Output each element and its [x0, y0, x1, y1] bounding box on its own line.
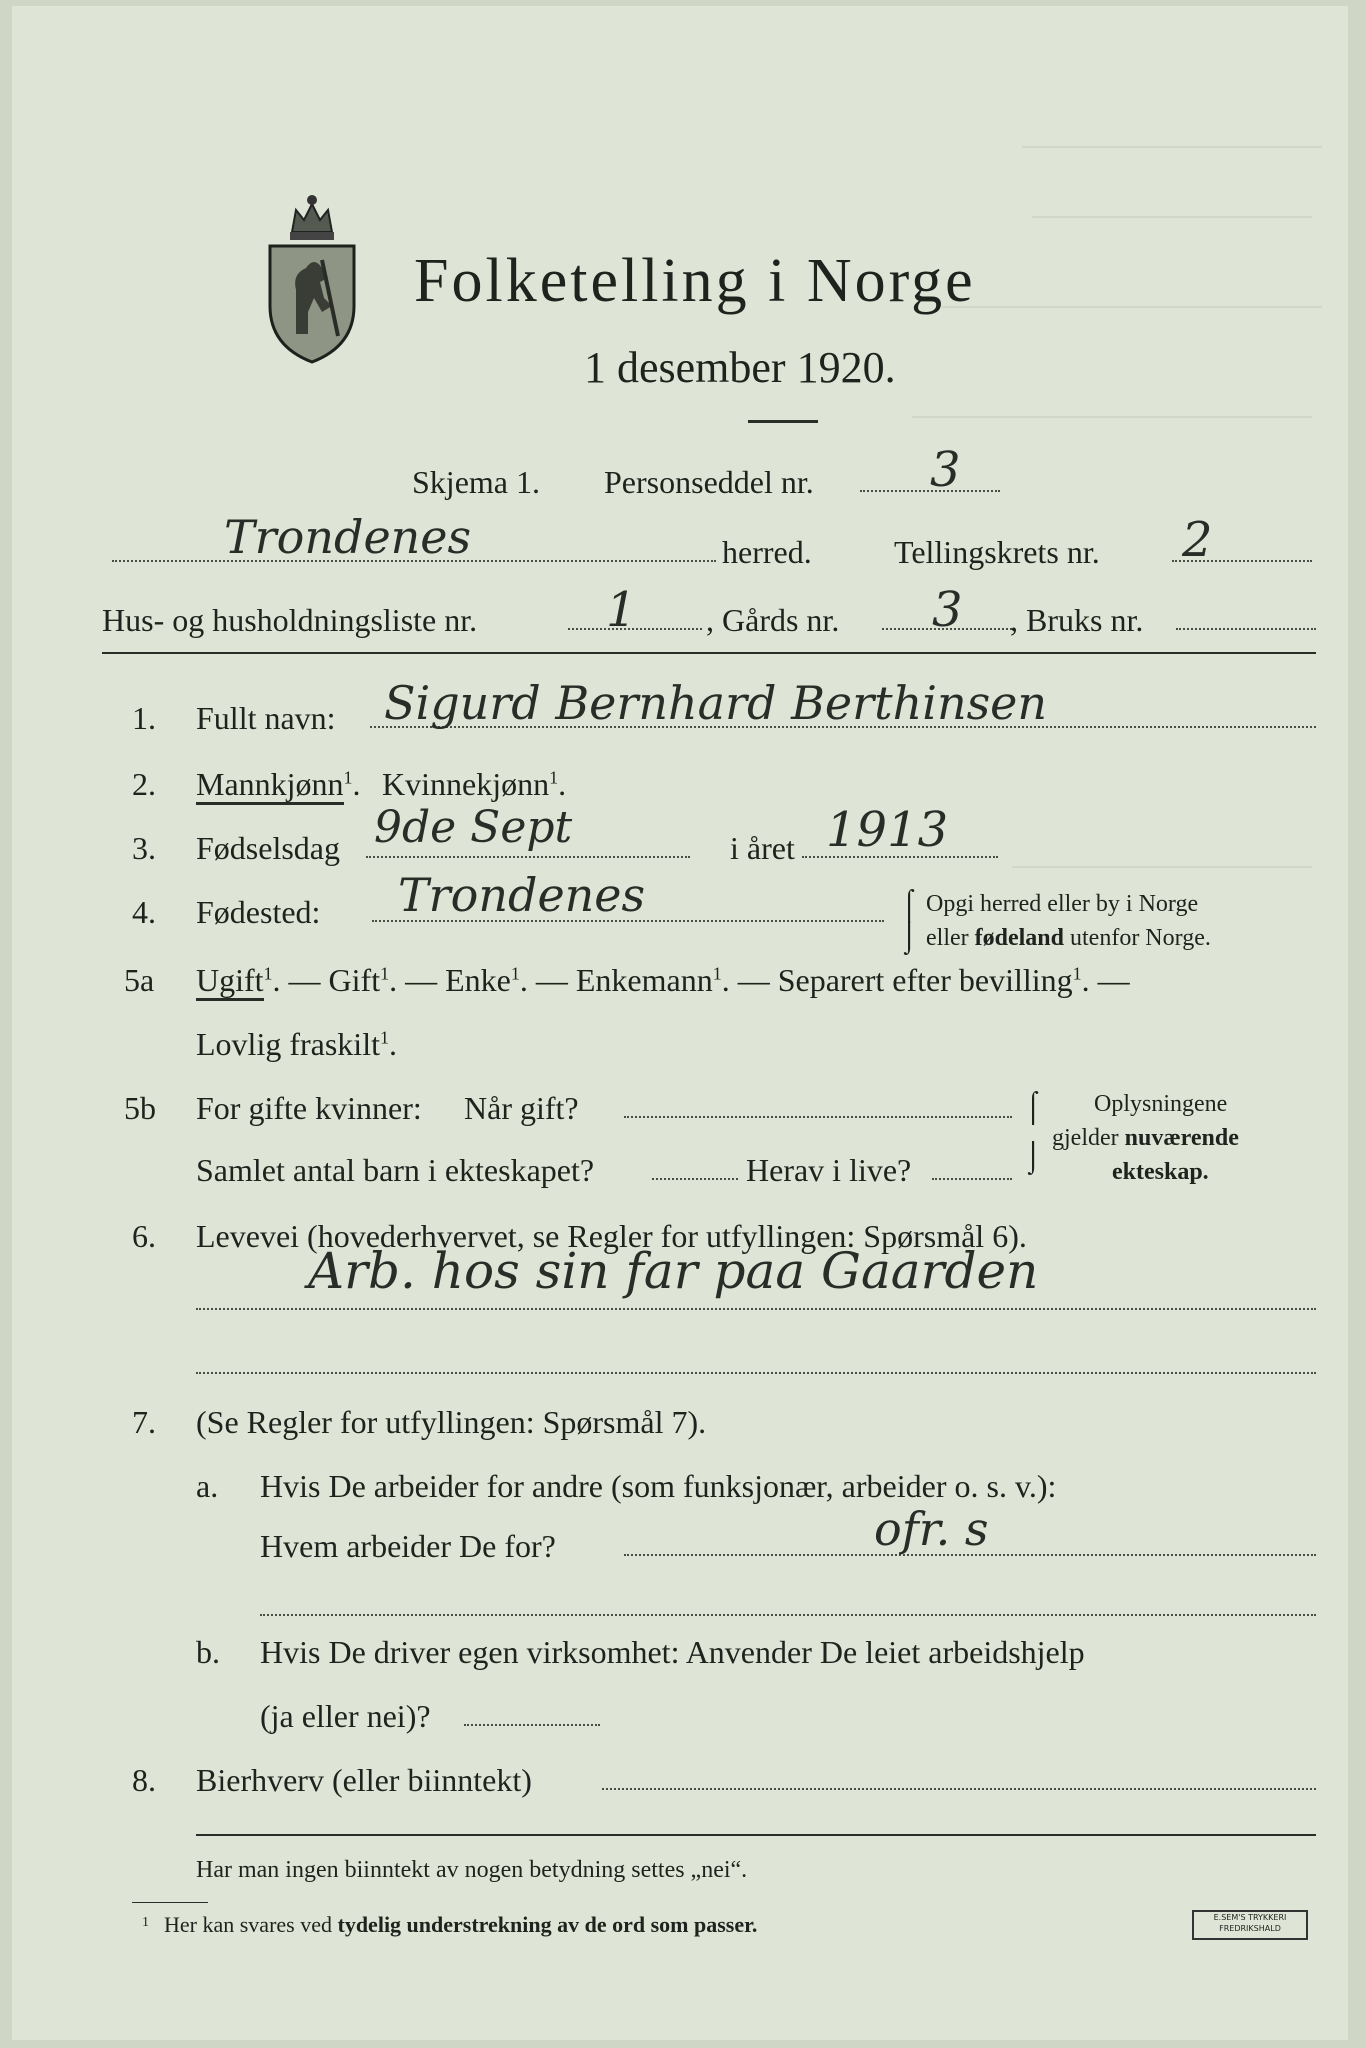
birthplace-label: Fødested: [196, 894, 321, 930]
when-married-label: Når gift? [464, 1090, 579, 1126]
birthplace-note-1: Opgi herred eller by i Norge [926, 891, 1199, 917]
employer-label: Hvem arbeider De for? [260, 1528, 556, 1564]
tellingskrets-value: 2 [1182, 512, 1213, 568]
q2-number: 2. [132, 766, 156, 802]
tellingskrets-label: Tellingskrets nr. [894, 534, 1100, 570]
birthplace-value: Trondenes [398, 868, 646, 922]
occupation-label: Levevei (hovederhvervet, se Regler for utfyllingen: Spørsmål 6). [196, 1218, 1027, 1254]
personseddel-label: Personseddel nr. [604, 464, 814, 500]
side-income-label: Bierhverv (eller biinntekt) [196, 1762, 532, 1798]
footer-note: Har man ingen biinntekt av nogen betydning settes „nei“. [196, 1857, 748, 1883]
q7-number: 7. [132, 1404, 156, 1440]
q7-label: (Se Regler for utfyllingen: Spørsmål 7). [196, 1404, 707, 1440]
husholdningsliste-value: 1 [606, 582, 637, 638]
birthdate-value: 9de Sept [374, 802, 573, 853]
q6-number: 6. [132, 1218, 156, 1254]
full-name-label: Fullt navn: [196, 700, 336, 736]
title-rule [748, 420, 818, 423]
q7a-letter: a. [196, 1468, 219, 1504]
skjema-label: Skjema 1. [412, 464, 540, 500]
coat-of-arms-icon [262, 186, 362, 366]
footnote-mark: 1 [142, 1915, 149, 1930]
hired-help-label: (ja eller nei)? [260, 1698, 431, 1734]
q8-number: 8. [132, 1762, 156, 1798]
marriage-note-2: gjelder nuværende [1052, 1125, 1239, 1151]
bruks-label: , Bruks nr. [1010, 602, 1144, 638]
q1-number: 1. [132, 700, 156, 736]
q5a-number: 5a [124, 962, 155, 998]
birthplace-note-2: eller fødeland utenfor Norge. [926, 925, 1211, 951]
sex-female-option: Kvinnekjønn$^1$. [382, 766, 567, 802]
footnote-text: Her kan svares ved tydelig understrekning av de ord som passer. [164, 1912, 758, 1937]
full-name-value: Sigurd Bernhard Berthinsen [384, 676, 1048, 730]
birthdate-label: Fødselsdag [196, 830, 340, 866]
header-divider [102, 652, 1316, 654]
gards-value: 3 [932, 582, 963, 638]
q5b-number: 5b [124, 1090, 156, 1126]
q3-number: 3. [132, 830, 156, 866]
children-label: Samlet antal barn i ekteskapet? [196, 1152, 595, 1188]
q4-number: 4. [132, 894, 156, 930]
form-title: Folketelling i Norge [414, 247, 976, 315]
marriage-note-3: ekteskap. [1112, 1159, 1209, 1185]
q7a-text: Hvis De arbeider for andre (som funksjonær, arbeider o. s. v.): [260, 1468, 1057, 1504]
birthyear-value: 1913 [826, 802, 949, 858]
husholdningsliste-label: Hus- og husholdningsliste nr. [102, 602, 478, 638]
marital-status-fraskilt: Lovlig fraskilt$^1$. [196, 1026, 397, 1062]
q7b-letter: b. [196, 1634, 220, 1670]
personseddel-value: 3 [930, 442, 961, 498]
sex-male-option: Mannkjønn$^1$. [196, 768, 361, 800]
herred-label: herred. [722, 534, 812, 570]
marriage-note-1: Oplysningene [1094, 1091, 1228, 1117]
census-form: Folketelling i Norge 1 desember 1920. Skjema 1. Personseddel nr. 3 Trondenes herred. Tellingskrets nr. 2 Hus- og husholdningsliste nr. 1 , Gårds nr. 3 , Bruks nr. 1. Fullt navn: Sigurd Bernhard Berthinsen 2. Mannkjønn$^1$. Kvinnekjønn$^1$. 3. Fødselsdag 9de Sept i året 1913 4. Fødested: Trondenes ⌠ ⌡ Opgi herred eller by i Norge eller fødeland utenfor Norge. 5a Ugift$^1$. — Gift$^1$. — Enke$^1$. — Enkemann$^1$. — Separert efter bevilling$^1$. — Lovlig fraskilt$^1$. 5b For gifte kvinner: Når gift? Samlet antal barn i ekteskapet? Herav i live? ⌠ ⌡ Oplysningene gjelder nuværende ekteskap. 6. Levevei (hovederhvervet, se Regler for utfyllingen: Spørsmål 6). Arb. hos sin far paa Gaarden 7. (Se Regler for utfyllingen: Spørsmål 7). a. Hvis De arbeider for andre (som funksjonær, arbeider o. s. v.): Hvem arbeider De for? ofr. s b. Hvis De driver egen virksomhet: Anvender De leiet arbeidshjelp (ja eller nei)? 8. Bierhverv (eller biinntekt) Har man ingen biinntekt av nogen betydning settes „nei“. 1 Her kan svares ved tydelig understrekning av de ord som passer. E.SEM'S TRYKKERI FREDRIKSHALD [12, 6, 1348, 2040]
married-women-label: For gifte kvinner: [196, 1090, 422, 1126]
marital-status-options: Ugift$^1$. — Gift$^1$. — Enke$^1$. — Enkemann$^1$. — Separert efter bevilling$^1$. — [196, 964, 1130, 996]
q7b-text: Hvis De driver egen virksomhet: Anvender De leiet arbeidshjelp [260, 1634, 1085, 1670]
census-date: 1 desember 1920. [584, 343, 896, 392]
footer-divider [196, 1834, 1316, 1836]
birthyear-label: i året [730, 830, 795, 866]
gards-label: , Gårds nr. [706, 602, 840, 638]
employer-value: ofr. s [874, 1502, 989, 1556]
living-children-label: Herav i live? [746, 1152, 912, 1188]
occupation-value: Arb. hos sin far paa Gaarden [308, 1242, 1039, 1300]
printer-stamp: E.SEM'S TRYKKERI FREDRIKSHALD [1192, 1910, 1308, 1940]
herred-value: Trondenes [224, 510, 472, 564]
